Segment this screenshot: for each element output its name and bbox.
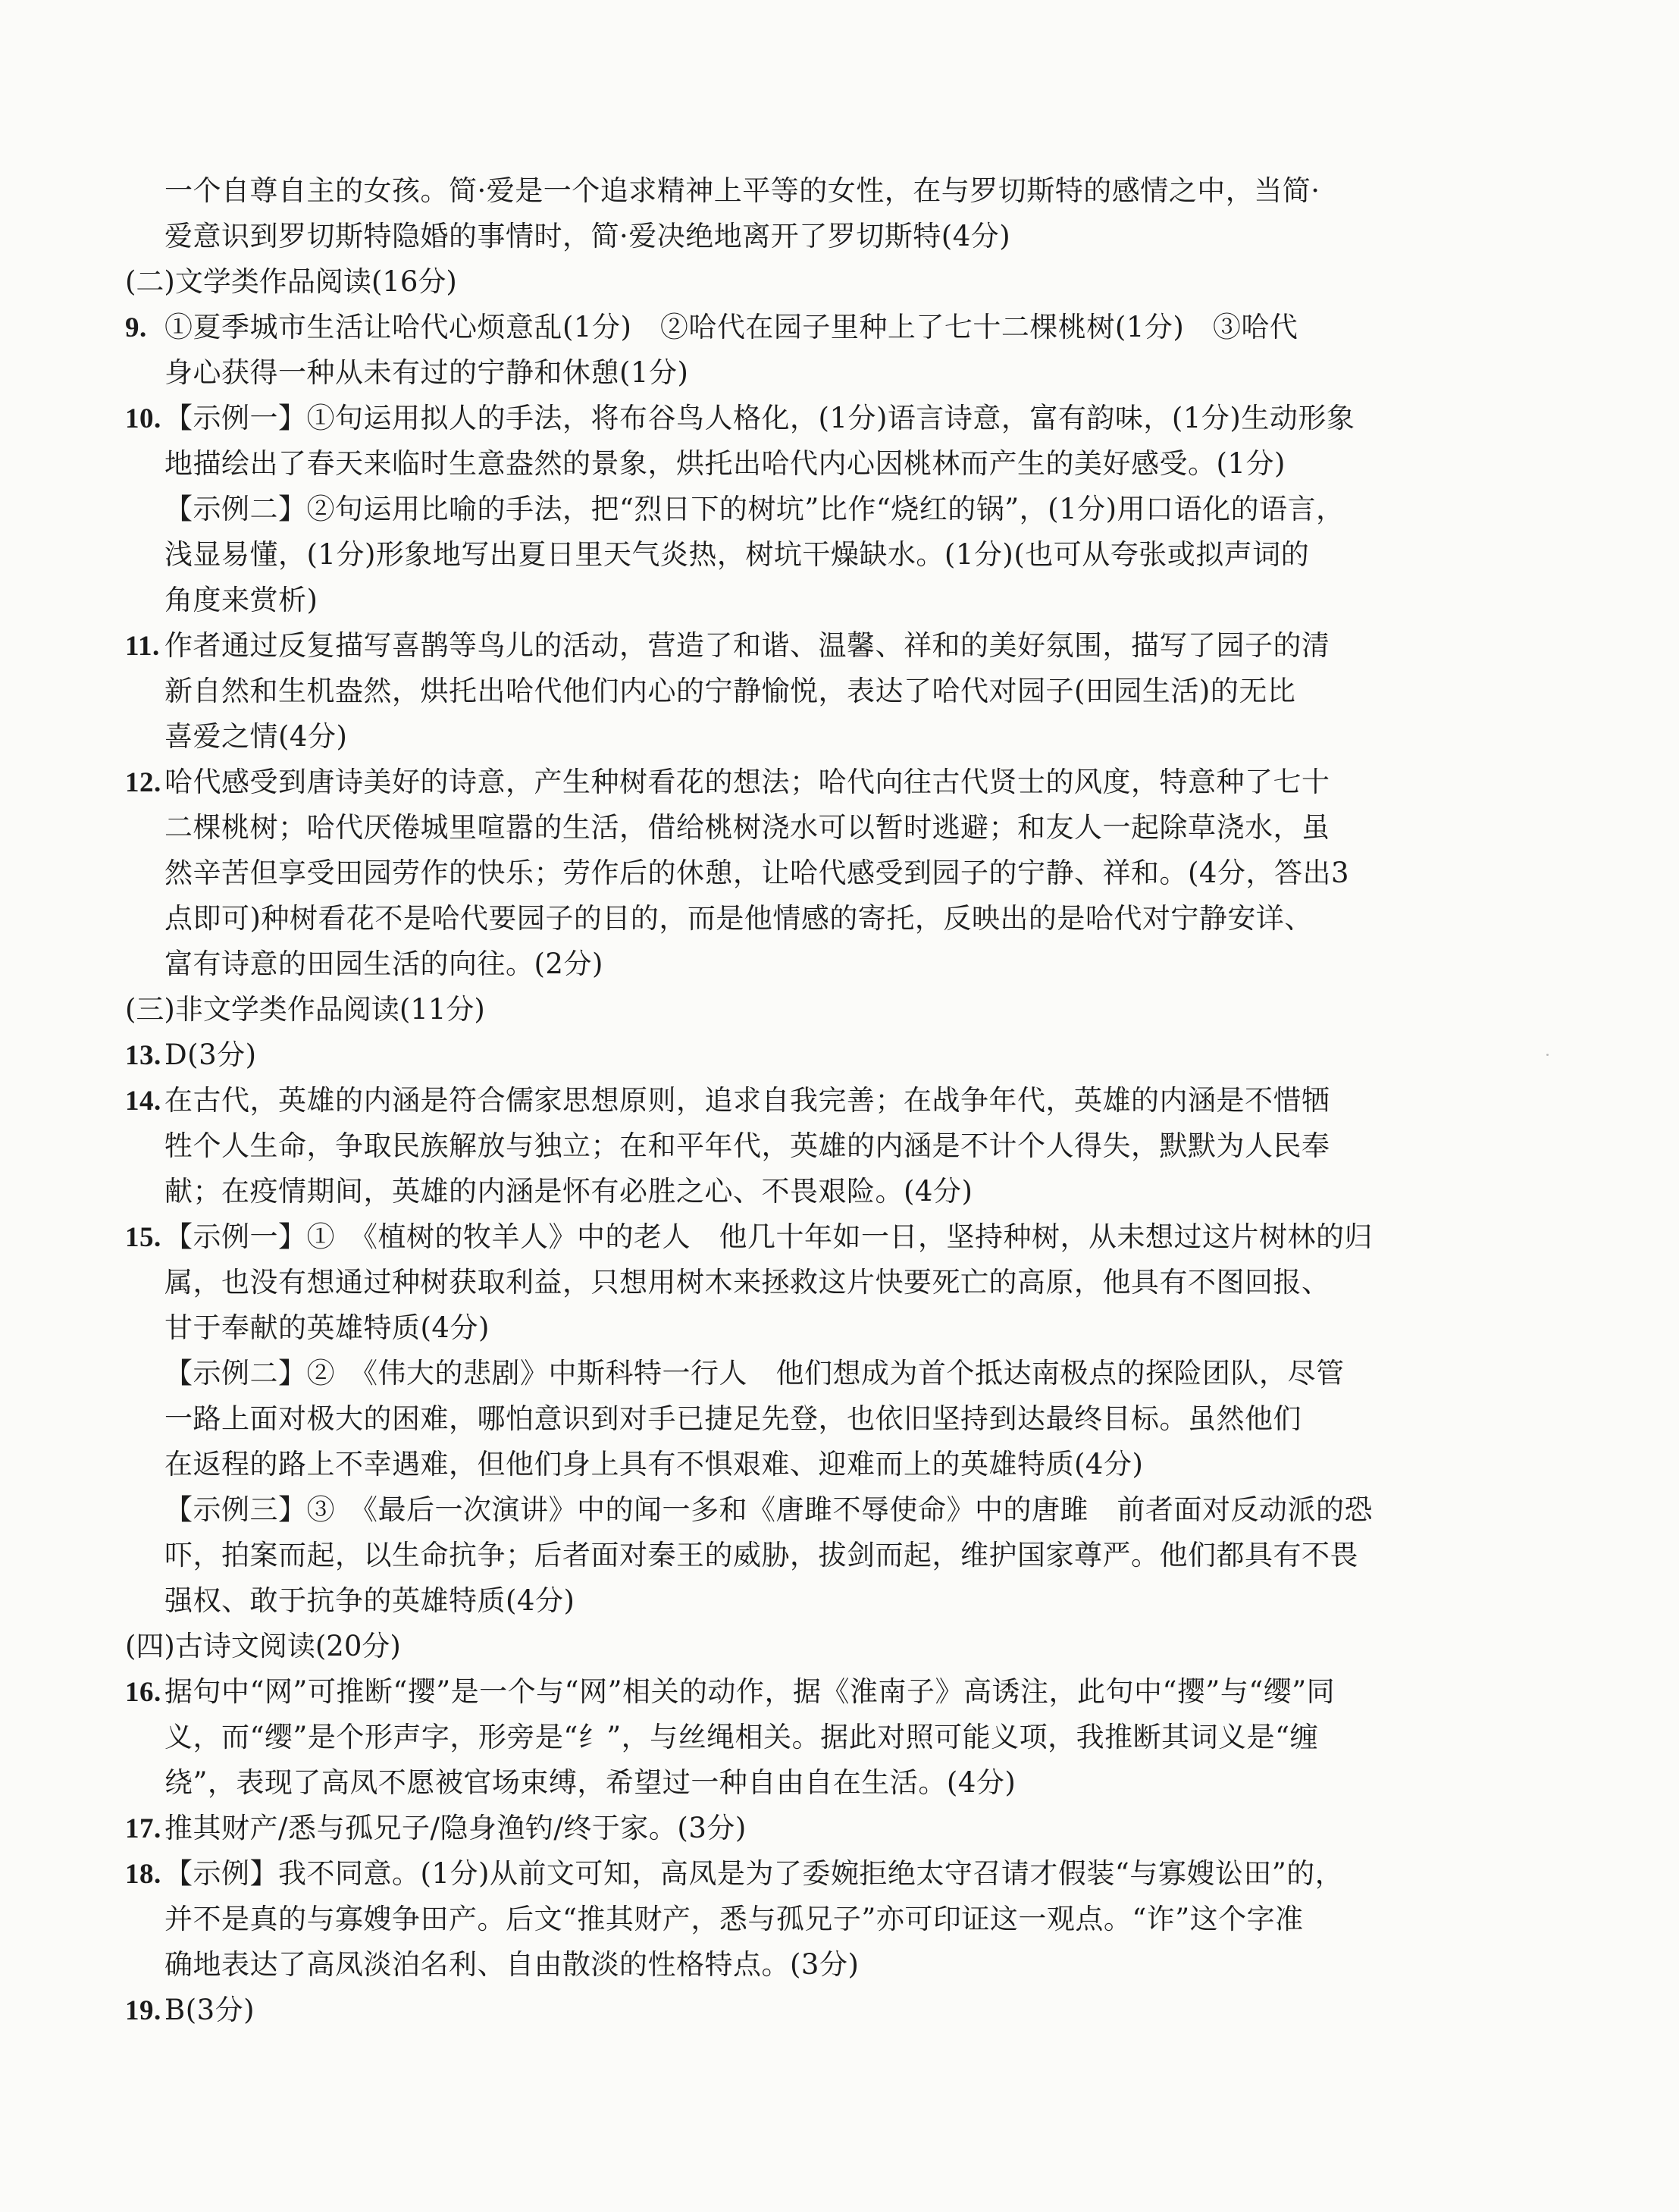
answer-continuation-line: 强权、敢于抗争的英雄特质(4分) <box>164 1584 575 1617</box>
question-number: 18. <box>125 1859 161 1890</box>
answer-continuation-line: 【示例二】②句运用比喻的手法，把“烈日下的树坑”比作“烧红的锅”，(1分)用口语化的语言， <box>164 493 1345 525</box>
question-answer-line <box>125 1032 1383 1078</box>
question-number: 19. <box>125 1995 161 2026</box>
answer-continuation-line: 属，也没有想通过种树获取利益，只想用树木来拯救这片快要死亡的高原，他具有不图回报、 <box>164 1266 1330 1299</box>
question-answer-line <box>125 305 1383 350</box>
answer-key-page <box>125 168 1383 2033</box>
answer-continuation-line: 义，而“缨”是个形声字，形旁是“纟”，与丝绳相关。据此对照可能义项，我推断其词义是“缠 <box>164 1721 1319 1753</box>
answer-continuation-line: 献；在疫情期间，英雄的内涵是怀有必胜之心、不畏艰险。(4分) <box>164 1175 973 1208</box>
question-number: 15. <box>125 1222 161 1253</box>
answer-text: 据句中“网”可推断“撄”是一个与“网”相关的动作，据《淮南子》高诱注，此句中“撄”与“缨”同 <box>164 1675 1336 1708</box>
question-number: 12. <box>125 767 161 798</box>
answer-continuation-line: 角度来赏析) <box>164 584 318 616</box>
question-answer-line <box>125 1669 1383 1715</box>
answer-text: ①夏季城市生活让哈代心烦意乱(1分) ②哈代在园子里种上了七十二棵桃树(1分) ③哈代 <box>164 311 1298 343</box>
question-answer-line <box>125 1806 1383 1851</box>
answer-continuation-line: 然辛苦但享受田园劳作的快乐；劳作后的休憩，让哈代感受到园子的宁静、祥和。(4分，答出3 <box>164 857 1350 889</box>
answer-continuation-line: 二棵桃树；哈代厌倦城里喧嚣的生活，借给桃树浇水可以暂时逃避；和友人一起除草浇水，虽 <box>164 811 1330 844</box>
answer-continuation-line: 甘于奉献的英雄特质(4分) <box>164 1311 490 1344</box>
answer-text: 【示例一】①句运用拟人的手法，将布谷鸟人格化，(1分)语言诗意，富有韵味，(1分)生动形象 <box>164 402 1355 434</box>
answer-continuation-line: 身心获得一种从未有过的宁静和休憩(1分) <box>164 356 689 389</box>
answer-text: 【示例一】① 《植树的牧羊人》中的老人 他几十年如一日，坚持种树，从未想过这片树林的归 <box>164 1220 1373 1253</box>
answer-text: D(3分) <box>164 1039 257 1071</box>
question-number: 14. <box>125 1086 161 1117</box>
question-number: 10. <box>125 403 161 434</box>
answer-continuation-line: 一个自尊自主的女孩。简·爱是一个追求精神上平等的女性，在与罗切斯特的感情之中，当简· <box>164 174 1320 207</box>
question-number: 13. <box>125 1040 161 1071</box>
question-answer-line <box>125 1214 1383 1260</box>
answer-continuation-line: 牲个人生命，争取民族解放与独立；在和平年代，英雄的内涵是不计个人得失，默默为人民奉 <box>164 1129 1330 1162</box>
section-heading: (三)非文学类作品阅读(11分) <box>125 993 485 1026</box>
answer-continuation-line: 浅显易懂，(1分)形象地写出夏日里天气炎热，树坑干燥缺水。(1分)(也可从夸张或拟声词的 <box>164 538 1310 571</box>
scan-speck <box>1546 1054 1549 1056</box>
answer-text: 推其财产/悉与孤兄子/隐身渔钓/终于家。(3分) <box>164 1812 747 1844</box>
answer-continuation-line: 【示例二】② 《伟大的悲剧》中斯科特一行人 他们想成为首个抵达南极点的探险团队，尽管 <box>164 1357 1345 1390</box>
question-answer-line <box>125 1851 1383 1897</box>
answer-continuation-line: 【示例三】③ 《最后一次演讲》中的闻一多和《唐雎不辱使命》中的唐雎 前者面对反动派的恐 <box>164 1493 1373 1526</box>
answer-text: 【示例】我不同意。(1分)从前文可知，高凤是为了委婉拒绝太守召请才假装“与寡嫂讼田”的， <box>164 1857 1344 1890</box>
question-number: 16. <box>125 1677 161 1708</box>
answer-continuation-line: 在返程的路上不幸遇难，但他们身上具有不惧艰难、迎难而上的英雄特质(4分) <box>164 1448 1144 1480</box>
answer-text: 哈代感受到唐诗美好的诗意，产生种树看花的想法；哈代向往古代贤士的风度，特意种了七十 <box>164 766 1330 798</box>
answer-continuation-line: 点即可)种树看花不是哈代要园子的目的，而是他情感的寄托，反映出的是哈代对宁静安详、 <box>164 902 1313 935</box>
question-number: 17. <box>125 1813 161 1844</box>
answer-text: 在古代，英雄的内涵是符合儒家思想原则，追求自我完善；在战争年代，英雄的内涵是不惜牺 <box>164 1084 1330 1117</box>
answer-text: B(3分) <box>164 1994 255 2026</box>
section-heading: (二)文学类作品阅读(16分) <box>125 265 457 298</box>
answer-continuation-line: 确地表达了高凤淡泊名利、自由散淡的性格特点。(3分) <box>164 1948 860 1981</box>
question-answer-line <box>125 1078 1383 1123</box>
question-answer-line <box>125 1988 1383 2033</box>
question-number: 9. <box>125 312 147 343</box>
question-answer-line <box>125 623 1383 669</box>
answer-continuation-line: 并不是真的与寡嫂争田产。后文“推其财产，悉与孤兄子”亦可印证这一观点。“诈”这个字准 <box>164 1903 1304 1935</box>
answer-text: 作者通过反复描写喜鹊等鸟儿的活动，营造了和谐、温馨、祥和的美好氛围，描写了园子的清 <box>164 629 1330 662</box>
answer-continuation-line: 地描绘出了春天来临时生意盎然的景象，烘托出哈代内心因桃林而产生的美好感受。(1分) <box>164 447 1286 480</box>
answer-continuation-line: 喜爱之情(4分) <box>164 720 348 753</box>
answer-continuation-line: 绕”，表现了高凤不愿被官场束缚，希望过一种自由自在生活。(4分) <box>164 1766 1016 1799</box>
answer-continuation-line: 新自然和生机盎然，烘托出哈代他们内心的宁静愉悦，表达了哈代对园子(田园生活)的无比 <box>164 675 1296 707</box>
question-answer-line <box>125 760 1383 805</box>
section-heading: (四)古诗文阅读(20分) <box>125 1630 401 1662</box>
question-answer-line <box>125 396 1383 441</box>
answer-continuation-line: 一路上面对极大的困难，哪怕意识到对手已捷足先登，也依旧坚持到达最终目标。虽然他们 <box>164 1402 1302 1435</box>
answer-continuation-line: 富有诗意的田园生活的向往。(2分) <box>164 948 603 980</box>
answer-continuation-line: 吓，拍案而起，以生命抗争；后者面对秦王的威胁，拔剑而起，维护国家尊严。他们都具有不畏 <box>164 1539 1358 1571</box>
answer-continuation-line: 爱意识到罗切斯特隐婚的事情时，简·爱决绝地离开了罗切斯特(4分) <box>164 220 1011 252</box>
question-number: 11. <box>125 631 160 662</box>
